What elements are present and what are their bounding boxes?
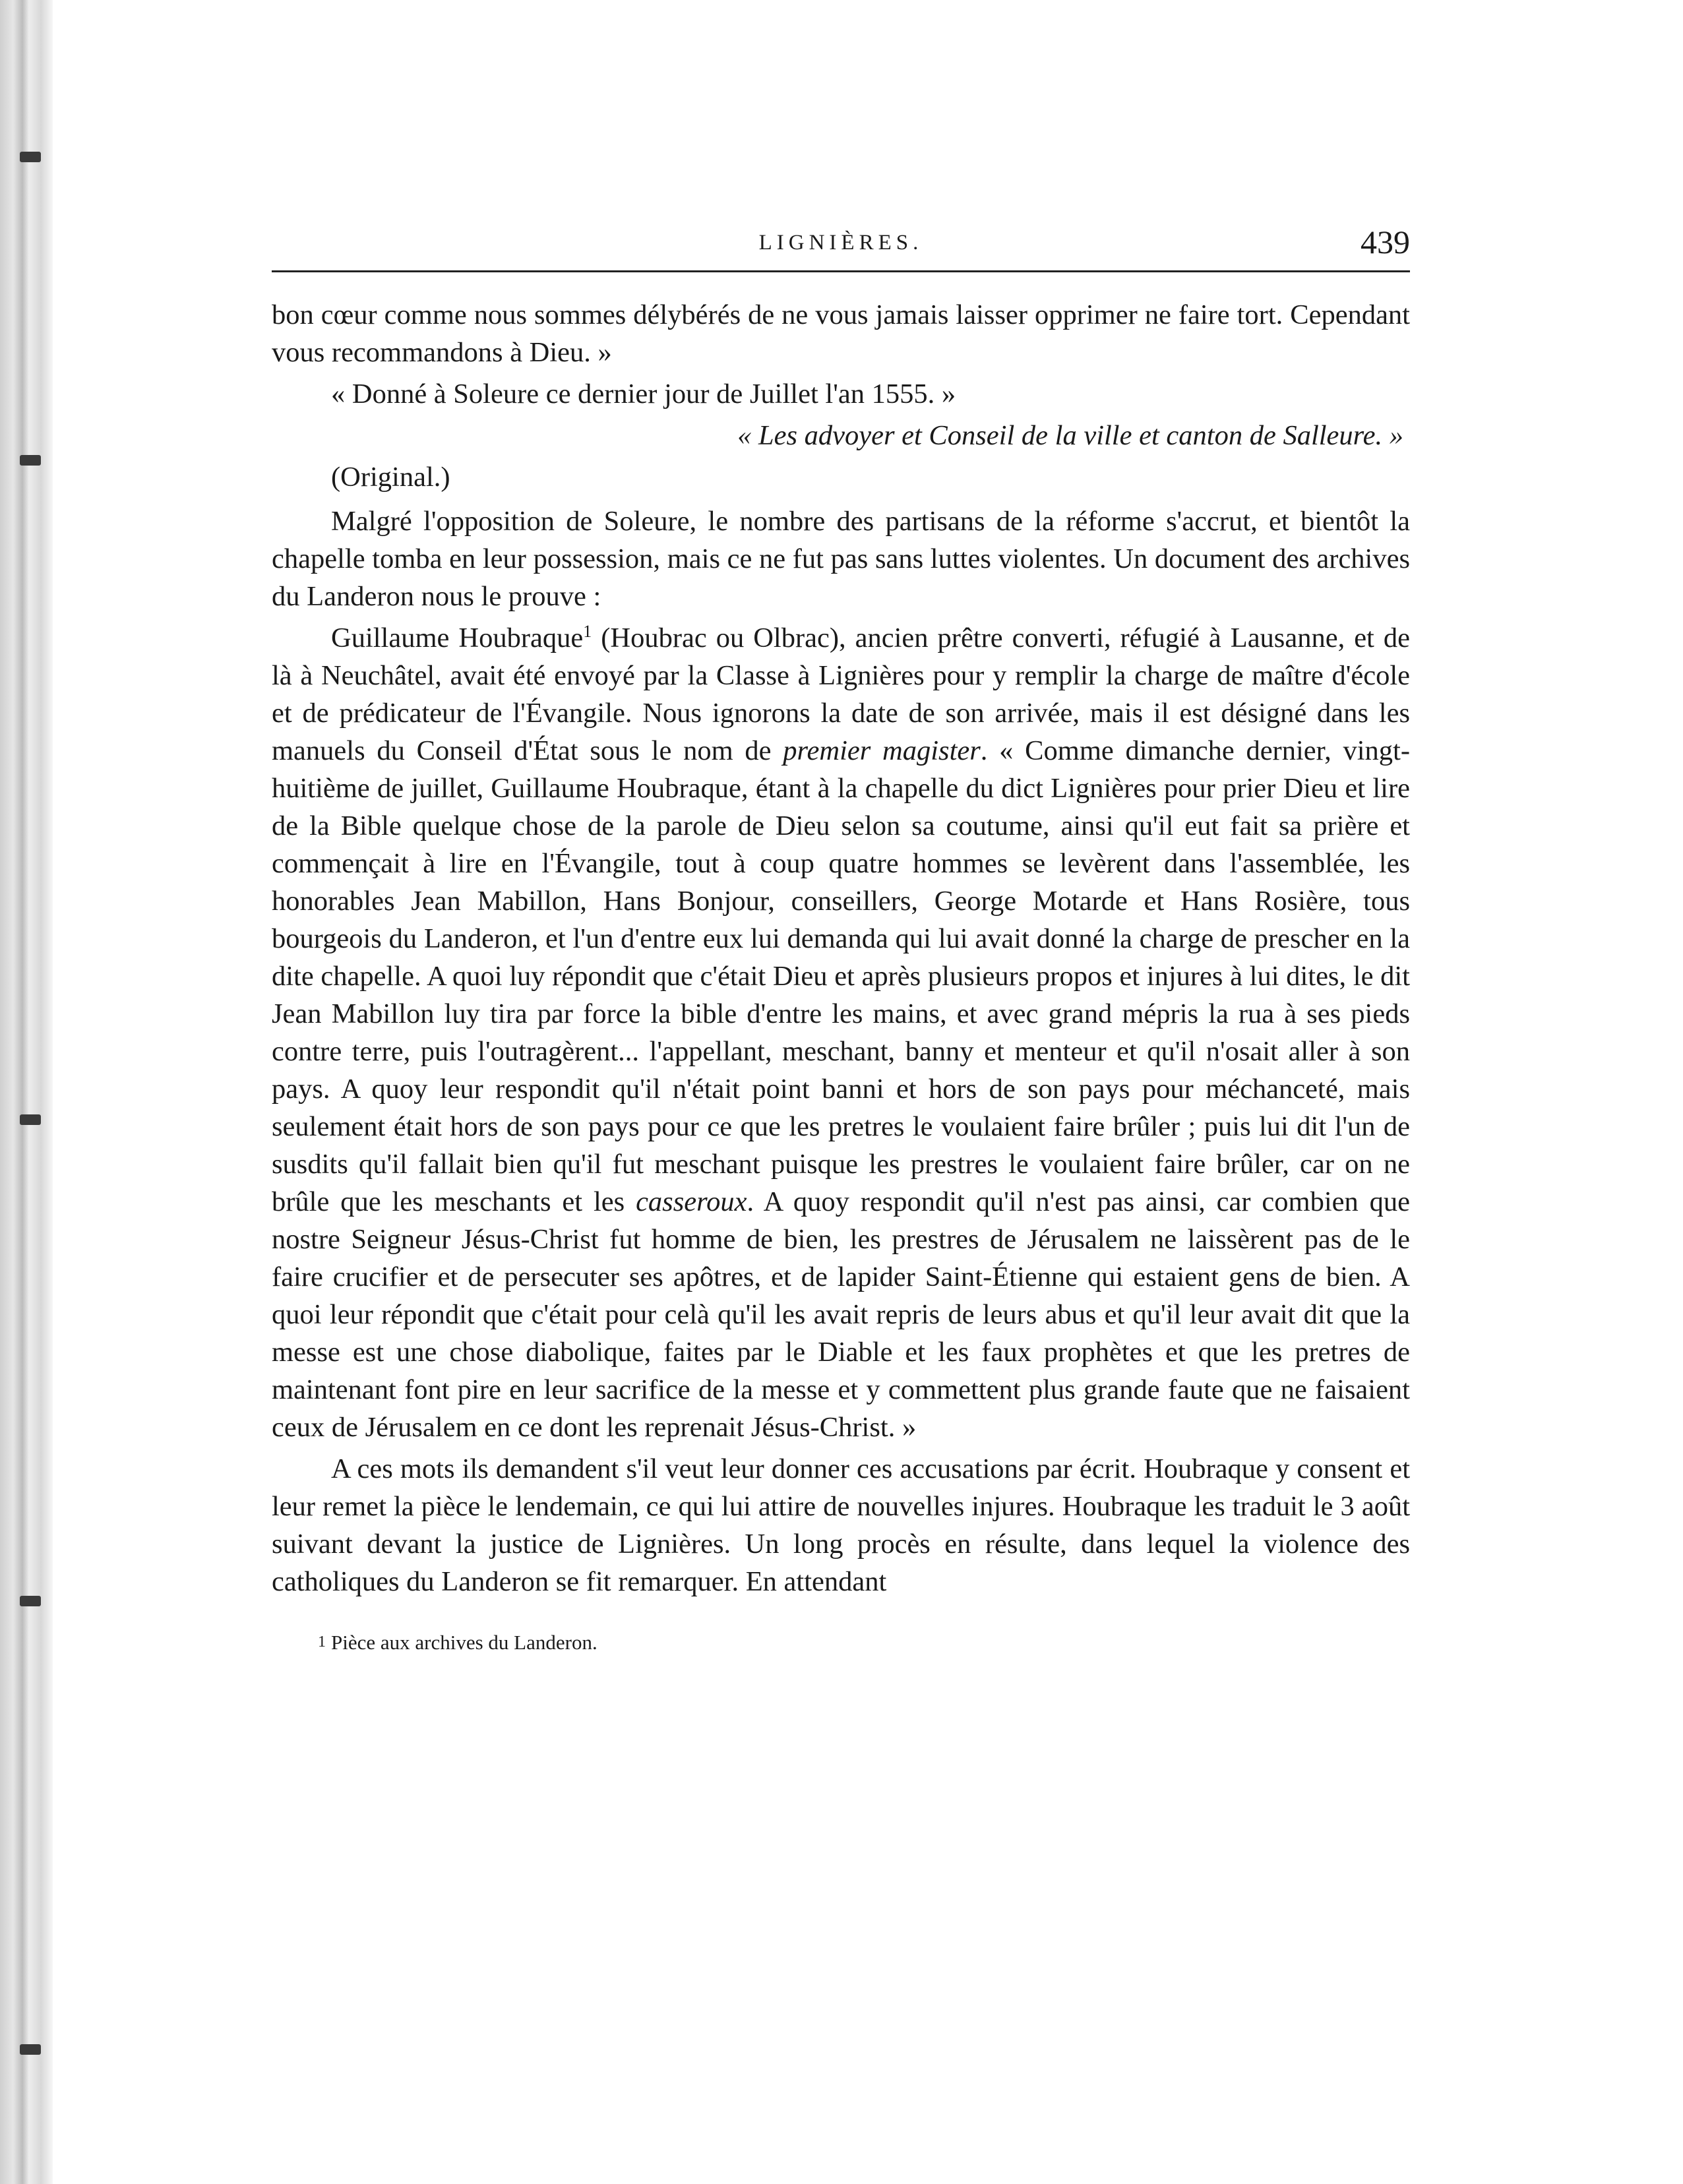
binding-mark [20,455,41,466]
footnote [272,1631,1410,1654]
paragraph-houbraque [272,619,1410,1446]
book-spine [0,0,53,2184]
paragraph-opposition: Malgré l'opposition de Soleure, le nombre des partisans de la réforme s'accrut, et bientôt la chapelle tomba en leur possession, mais ce ne fut pas sans luttes violentes. Un document des archives du Landeron nous le prouve : [272,506,1410,612]
italic-term: casseroux [636,1186,747,1217]
page-number: 439 [1361,224,1410,260]
paragraph-date-line: « Donné à Soleure ce dernier jour de Juillet l'an 1555. » [331,379,956,410]
footnote-text: Pièce aux archives du Landeron. [331,1631,597,1654]
text-run: Guillaume Houbraque [331,622,584,653]
running-header [272,218,1410,272]
paragraph-accusations: A ces mots ils demandent s'il veut leur donner ces accusations par écrit. Houbraque y consent et leur remet la pièce le lendemain, ce qui lui attire de nouvelles injures. Houbraque les traduit le 3 août suivant devant la justice de Lignières. Un long procès en résulte, dans lequel la violence des catholiques du Landeron se fit remarquer. En attendant [272,1453,1410,1597]
text-run: . « Comme dimanche dernier, vingt-huitième de juillet, Guillaume Houbraque, étant à la chapelle du dict Lignières pour prier Dieu et lire de la Bible quelque chose de la parole de Dieu selon sa coutume, ainsi qu'il eut fait sa prière et commençait à lire en l'Évangile, tout à coup quatre hommes se levèrent dans l'assemblée, les honorables Jean Mabillon, Hans Bonjour, conseillers, George Motarde et Hans Rosière, tous bourgeois du Landeron, et l'un d'entre eux lui demanda qui lui avait donné la charge de prescher en la dite chapelle. A quoi luy répondit que c'était Dieu et après plusieurs propos et injures à lui dites, le dit Jean Mabillon luy tira par force la bible d'entre les mains, et avec grand mépris la rua à ses pieds contre terre, puis l'outragèrent... l'appellant, meschant, banny et menteur et qu'il n'osait aller à son pays. A quoy leur respondit qu'il n'était point banni et hors de son pays pour méchanceté, mais seulement était hors de son pays pour ce que les pretres le voulaient faire brûler ; puis lui dit l'un de susdits qu'il fallait bien qu'il fut meschant puisque les prestres le voulaient faire brûler, car on ne brûle que les meschants et les [272,735,1410,1217]
footnote-mark: 1 [318,1633,326,1651]
binding-mark [20,1114,41,1125]
text-run: (Houbrac ou Olbrac), ancien prêtre converti, réfugié à Lausanne, et de là à Neuchâtel, avait été envoyé par la Classe à Lignières pour y remplir la charge de maître d'école et de prédicateur de l'Évangile. Nous ignorons la date de son arrivée, mais il est désigné dans les manuels du Conseil d'État sous le nom de [272,622,1410,766]
book-page [272,218,1410,1654]
binding-mark [20,1596,41,1606]
binding-mark [20,2044,41,2055]
paragraph-signature: « Les advoyer et Conseil de la ville et canton de Salleure. » [737,420,1403,451]
binding-mark [20,152,41,162]
paragraph-letter-end: bon cœur comme nous sommes délybérés de ne vous jamais laisser opprimer ne faire tort. Cependant vous recommandons à Dieu. » [272,299,1410,368]
running-title: LIGNIÈRES. [758,231,923,255]
text-run: . A quoy respondit qu'il n'est pas ainsi, car combien que nostre Seigneur Jésus-Christ fut homme de bien, les prestres de Jérusalem ne laissèrent pas de le faire crucifier et de persecuter ses apôtres, et de lapider Saint-Étienne qui estaient gens de bien. A quoi leur répondit que c'était pour celà qu'il les avait repris de leurs abus et qu'il leur avait dit que la messe est une chose diabolique, faites par le Diable et les faux prophètes et que les pretres de maintenant font pire en leur sacrifice de la messe et y commettent plus grande faute que ne faisaient ceux de Jérusalem en ce dont les reprenait Jésus-Christ. » [272,1186,1410,1443]
body-text [272,296,1410,1600]
paragraph-original-note: (Original.) [331,462,450,493]
italic-term: premier magister [783,735,981,766]
footnote-reference: 1 [583,621,592,641]
